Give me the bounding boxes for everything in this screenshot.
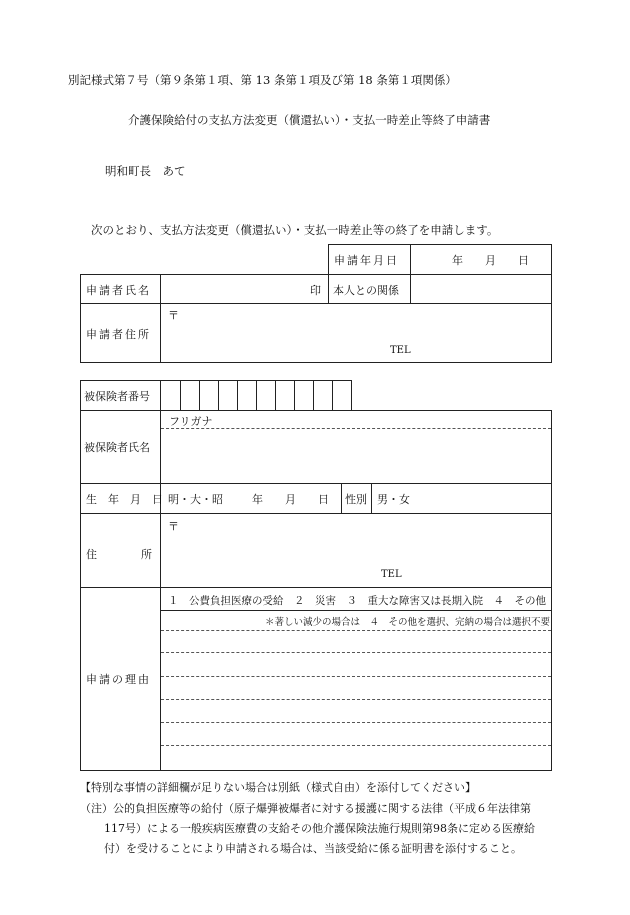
reason-options[interactable]: １ 公費負担医療の受給 ２ 災害 ３ 重大な障害又は長期入院 ４ その他 bbox=[168, 595, 546, 607]
seal-mark: 印 bbox=[310, 284, 321, 297]
era-options[interactable]: 明・大・昭 bbox=[168, 493, 223, 506]
reason-label: 申請の理由 bbox=[86, 673, 151, 686]
insured-name-label: 被保険者氏名 bbox=[84, 441, 150, 454]
form-title: 介護保険給付の支払方法変更（償還払い）・支払一時差止等終了申請書 bbox=[128, 113, 491, 127]
insured-number-field[interactable] bbox=[161, 381, 351, 410]
furigana-field[interactable] bbox=[161, 411, 551, 428]
insured-address-label: 住 所 bbox=[86, 548, 152, 561]
applicant-address-field[interactable] bbox=[161, 304, 551, 362]
birth-date-field[interactable]: 年 月 日 bbox=[252, 493, 329, 506]
relation-label: 本人との関係 bbox=[333, 284, 399, 297]
insured-postal-mark: 〒 bbox=[168, 520, 179, 533]
application-date-field[interactable]: 年 月 日 bbox=[452, 254, 529, 267]
insured-address-field[interactable] bbox=[161, 514, 551, 587]
sex-options[interactable]: 男・女 bbox=[377, 493, 410, 506]
note-line-3: 付）を受けることにより申請される場合は、当該受給に係る証明書を添付すること。 bbox=[104, 842, 522, 855]
applicant-address-label: 申請者住所 bbox=[86, 328, 151, 341]
reason-detail-field[interactable] bbox=[161, 631, 551, 769]
addressee: 明和町長 あて bbox=[105, 164, 186, 178]
reason-note: ＊著しい減少の場合は ４ その他を選択、完納の場合は選択不要 bbox=[265, 617, 551, 628]
attachment-note: 【特別な事情の詳細欄が足りない場合は別紙（様式自由）を添付してください】 bbox=[80, 781, 476, 794]
postal-mark: 〒 bbox=[168, 309, 179, 322]
intro-text: 次のとおり、支払方法変更（償還払い）・支払一時差止等の終了を申請します。 bbox=[91, 223, 499, 237]
note-line-2: 117号）による一般疾病医療費の支給その他介護保険法施行規則第98条に定める医療給 bbox=[104, 822, 535, 835]
insured-name-field[interactable] bbox=[161, 430, 551, 483]
applicant-name-label: 申請者氏名 bbox=[86, 284, 151, 297]
note-line-1: （注）公的負担医療等の給付（原子爆弾被爆者に対する援護に関する法律（平成６年法律第 bbox=[80, 802, 531, 815]
applicant-name-field[interactable] bbox=[161, 275, 328, 303]
application-date-label: 申請年月日 bbox=[334, 254, 399, 267]
form-number: 別記様式第７号（第９条第１項、第 13 条第１項及び第 18 条第１項関係） bbox=[68, 73, 457, 87]
relation-field[interactable] bbox=[411, 275, 551, 303]
applicant-tel-label: TEL bbox=[390, 345, 411, 356]
furigana-label: フリガナ bbox=[169, 415, 213, 428]
birth-date-label: 生 年 月 日 bbox=[86, 493, 163, 506]
insured-tel-label: TEL bbox=[381, 569, 402, 580]
insured-number-label: 被保険者番号 bbox=[84, 390, 150, 403]
sex-label: 性別 bbox=[345, 493, 367, 506]
